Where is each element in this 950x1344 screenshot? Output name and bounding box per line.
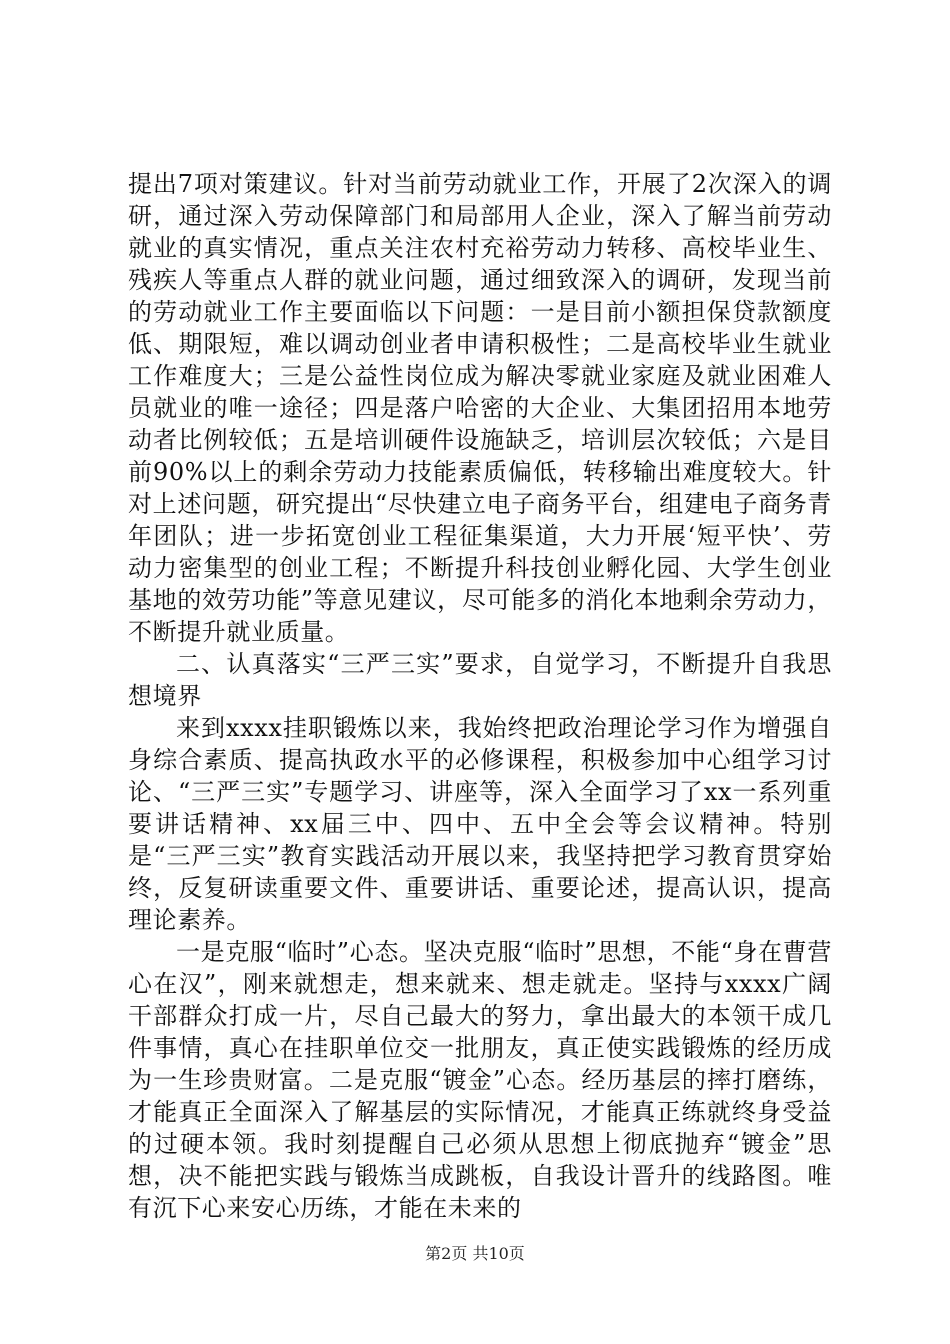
paragraph-mindset: 一是克服“临时”心态。坚决克服“临时”思想，不能“身在曹营心在汉”，刚来就想走，想来就来、想走就走。坚持与xxxx广阔干部群众打成一片，尽自己最大的努力，拿出最大的本领干成几件事情，真心在挂职单位交一批朋友，真正使实践锻炼的经历成为一生珍贵财富。二是克服“镀金”心态。经历基层的摔打磨练，才能真正全面深入了解基层的实际情况，才能真正练就终身受益的过硬本领。我时刻提醒自己必须从思想上彻底抛弃“镀金”思想，决不能把实践与锻炼当成跳板，自我设计晋升的线路图。唯有沉下心来安心历练，才能在未来的 <box>128 938 832 1222</box>
paragraph-study: 来到xxxx挂职锻炼以来，我始终把政治理论学习作为增强自身综合素质、提高执政水平的必修课程，积极参加中心组学习讨论、“三严三实”专题学习、讲座等，深入全面学习了xx一系列重要讲话精神、xx届三中、四中、五中全会等会议精神。特别是“三严三实”教育实践活动开展以来，我坚持把学习教育贯穿始终，反复研读重要文件、重要讲话、重要论述，提高认识，提高理论素养。 <box>128 714 832 934</box>
paragraph-continuation: 提出7项对策建议。针对当前劳动就业工作，开展了2次深入的调研，通过深入劳动保障部门和局部用人企业，深入了解当前劳动就业的真实情况，重点关注农村充裕劳动力转移、高校毕业生、残疾人等重点人群的就业问题，通过细致深入的调研，发现当前的劳动就业工作主要面临以下问题：一是目前小额担保贷款额度低、期限短，难以调动创业者申请积极性；二是高校毕业生就业工作难度大；三是公益性岗位成为解决零就业家庭及就业困难人员就业的唯一途径；四是落户哈密的大企业、大集团招用本地劳动者比例较低；五是培训硬件设施缺乏，培训层次较低；六是目前90%以上的剩余劳动力技能素质偏低，转移输出难度较大。针对上述问题，研究提出“尽快建立电子商务平台，组建电子商务青年团队；进一步拓宽创业工程征集渠道，大力开展‘短平快’、劳动力密集型的创业工程；不断提升科技创业孵化园、大学生创业基地的效劳功能”等意见建议，尽可能多的消化本地剩余劳动力，不断提升就业质量。 <box>128 170 832 646</box>
section-heading: 二、认真落实“三严三实”要求，自觉学习，不断提升自我思想境界 <box>128 650 832 710</box>
page-footer: 第2页 共10页 <box>425 1244 525 1263</box>
document-body <box>128 168 832 1224</box>
